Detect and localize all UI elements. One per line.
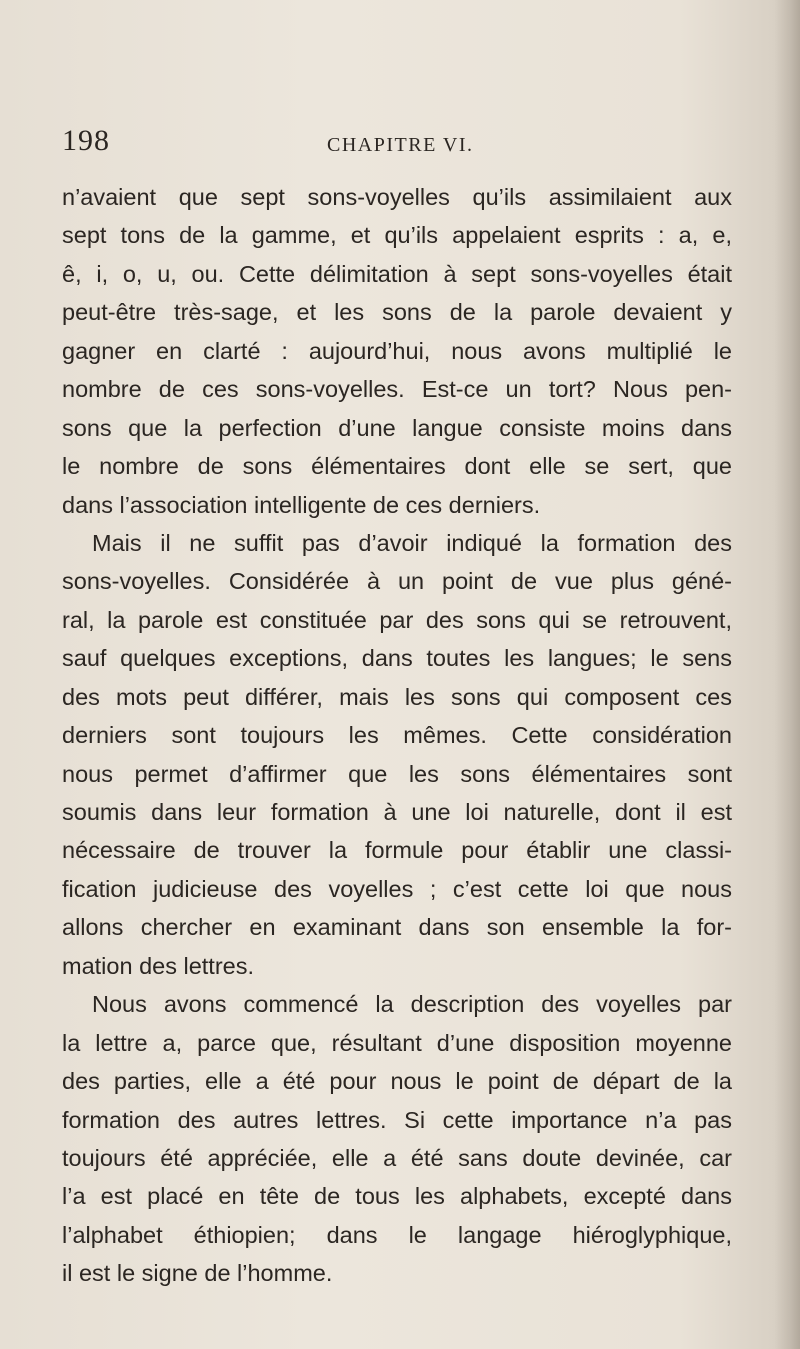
text-line: mation des lettres.	[62, 952, 255, 979]
text-line: sons que la perfection d’une langue consiste moins dans	[62, 414, 732, 441]
text-line: peut-être très-sage, et les sons de la parole devaient y	[62, 299, 732, 326]
text-line: dans l’association intelligente de ces derniers.	[62, 491, 541, 518]
page-edge-shadow	[774, 0, 800, 1349]
page-header	[62, 124, 732, 164]
text-line: allons chercher en examinant dans son ensemble la for-	[62, 914, 732, 941]
text-line: sept tons de la gamme, et qu’ils appelaient esprits : a, e,	[62, 222, 732, 249]
text-line: l’alphabet éthiopien; dans le langage hiéroglyphique,	[62, 1221, 732, 1248]
text-line: soumis dans leur formation à une loi naturelle, dont il est	[62, 799, 732, 825]
text-line: l’a est placé en tête de tous les alphabets, excepté dans	[62, 1183, 732, 1210]
page-number: 198	[62, 124, 110, 157]
text-line: toujours été appréciée, elle a été sans doute devinée, car	[62, 1144, 732, 1171]
text-line: des parties, elle a été pour nous le point de départ de la	[62, 1068, 732, 1095]
text-line: gagner en clarté : aujourd’hui, nous avons multiplié le	[62, 337, 732, 364]
text-line: Nous avons commencé la description des voyelles par	[92, 991, 732, 1018]
text-line: la lettre a, parce que, résultant d’une disposition moyenne	[62, 1029, 732, 1056]
text-line: derniers sont toujours les mêmes. Cette considération	[62, 722, 732, 749]
text-line: sauf quelques exceptions, dans toutes les langues; le sens	[62, 645, 732, 672]
text-line: il est le signe de l’homme.	[62, 1260, 333, 1287]
text-line: n’avaient que sept sons-voyelles qu’ils assimilaient aux	[62, 184, 732, 210]
text-line: sons-voyelles. Considérée à un point de vue plus géné-	[62, 568, 732, 595]
text-line: nous permet d’affirmer que les sons élémentaires sont	[62, 760, 732, 787]
text-line: ral, la parole est constituée par des sons qui se retrouvent,	[62, 606, 732, 633]
text-line: nécessaire de trouver la formule pour établir une classi-	[62, 837, 732, 864]
text-line: fication judicieuse des voyelles ; c’est cette loi que nous	[62, 875, 732, 902]
text-line: des mots peut différer, mais les sons qui composent ces	[62, 683, 732, 710]
text-line: nombre de ces sons-voyelles. Est-ce un tort? Nous pen-	[62, 376, 732, 403]
text-line: le nombre de sons élémentaires dont elle se sert, que	[62, 453, 732, 480]
text-line: ê, i, o, u, ou. Cette délimitation à sept sons-voyelles était	[62, 260, 732, 287]
running-head: CHAPITRE VI.	[327, 134, 474, 156]
body-text	[62, 178, 732, 1293]
text-line: Mais il ne suffit pas d’avoir indiqué la formation des	[92, 529, 732, 556]
text-line: formation des autres lettres. Si cette importance n’a pas	[62, 1106, 732, 1133]
